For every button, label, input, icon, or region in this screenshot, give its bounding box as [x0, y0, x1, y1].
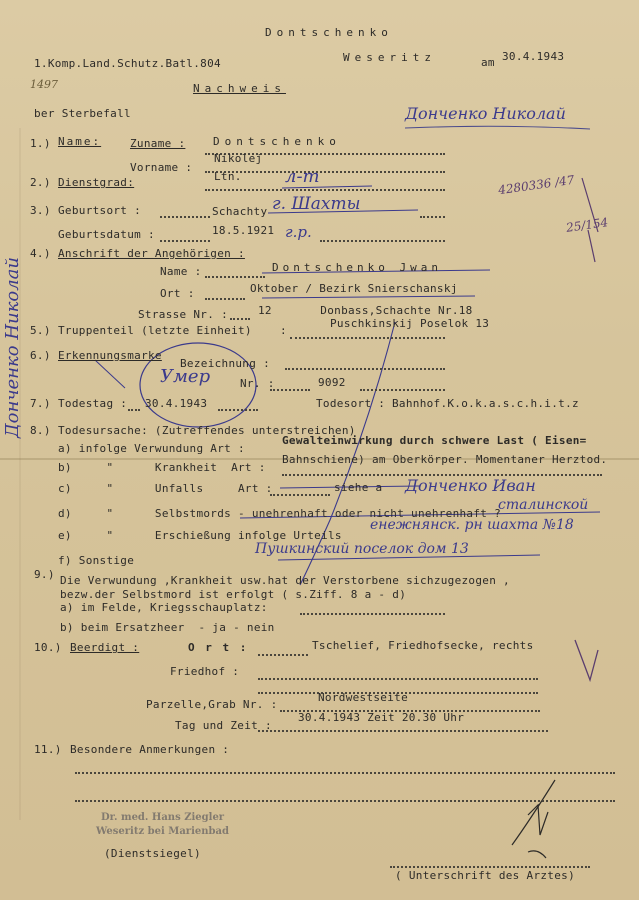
todesort-value: Bahnhof.K.o.k.a.s.c.h.i.t.z	[392, 397, 579, 410]
dotted-line	[290, 337, 445, 339]
cause-a-value: Gewalteinwirkung durch schwere Last ( Eisen=	[282, 434, 587, 447]
dienstsiegel-label: (Dienstsiegel)	[104, 847, 201, 860]
s2-value: Ltn.	[214, 170, 242, 183]
geburtsort-value: Schachty	[212, 205, 268, 218]
cause-b-label: b) " Krankheit Art :	[58, 461, 266, 474]
vorname-value: Nikolej	[214, 152, 263, 165]
dotted-line	[75, 800, 615, 802]
s6-num: 6.)	[30, 349, 51, 362]
dotted-line	[270, 494, 330, 496]
margin-note-1: 4280336 /47	[497, 172, 576, 198]
corner-number: 1497	[30, 78, 58, 91]
dotted-line	[75, 772, 615, 774]
s5-colon: :	[280, 324, 287, 337]
dotted-line	[258, 730, 548, 732]
bezeichnung-label: Bezeichnung :	[180, 357, 270, 370]
s4-strasse-label: Strasse Nr. :	[138, 308, 228, 321]
s10-ort-label: O r t :	[188, 641, 249, 654]
s10-parzelle-label: Parzelle,Grab Nr. :	[146, 698, 278, 711]
s10-label: Beerdigt :	[70, 641, 140, 654]
dotted-line	[218, 409, 258, 411]
s11-num: 11.)	[34, 743, 62, 756]
s8-num: 8.)	[30, 424, 51, 437]
s9-line2: bezw.der Selbstmord ist erfolgt ( s.Ziff. 8 a - d)	[60, 588, 407, 601]
s8-label: Todesursache: (Zutreffendes unterstreichen)	[58, 424, 356, 437]
dotted-line	[160, 216, 210, 218]
margin-note-2: 25/154	[565, 215, 609, 235]
s9-b: b) beim Ersatzheer - ja - nein	[60, 621, 275, 634]
s11-label: Besondere Anmerkungen :	[70, 743, 230, 756]
dotted-line	[320, 240, 445, 242]
dotted-line	[128, 409, 140, 411]
s10-tag-value: 30.4.1943 Zeit 20.30 Uhr	[298, 711, 465, 724]
s4-ort-label: Ort :	[160, 287, 195, 300]
s9-a: a) im Felde, Kriegsschauplatz:	[60, 601, 268, 614]
dotted-line	[360, 389, 445, 391]
todestag-value: 30.4.1943	[145, 397, 208, 410]
geburtsdatum-label: Geburtsdatum :	[58, 228, 155, 241]
cause-e-label: e) " Erschießung infolge Urteils	[58, 529, 342, 542]
s10-tag-label: Tag und Zeit :	[175, 719, 272, 732]
s2-num: 2.)	[30, 176, 51, 189]
dotted-line	[258, 678, 538, 680]
doctor-stamp-line2: Weseritz bei Marienbad	[96, 826, 229, 837]
geburtsdatum-value: 18.5.1921	[212, 224, 275, 237]
header-date: 30.4.1943	[502, 50, 565, 63]
cause-c-label: c) " Unfalls Art :	[58, 482, 273, 495]
dotted-line	[160, 240, 210, 242]
geburtsort-hand: г. Шахты	[272, 194, 361, 214]
page-subtitle: ber Sterbefall	[34, 107, 131, 120]
signature-label: ( Unterschrift des Arztes)	[395, 869, 575, 882]
dotted-line	[285, 368, 445, 370]
geburtsort-label: Geburtsort :	[58, 204, 142, 217]
cause-f-hand: Пушкинский поселок дом 13	[255, 541, 469, 557]
s4-num: 4.)	[30, 247, 51, 260]
dotted-line	[420, 216, 445, 218]
cause-c-value: siehe a	[334, 481, 383, 494]
geburtsdatum-hand: г.р.	[285, 223, 312, 241]
margin-vertical-name: Донченко Николай	[2, 256, 23, 438]
zuname-label: Zuname :	[130, 137, 186, 150]
unit-name: 1.Komp.Land.Schutz.Batl.804	[34, 57, 221, 70]
dotted-line	[205, 189, 445, 191]
cause-a-label: a) infolge Verwundung Art :	[58, 442, 245, 455]
s4-name-value: Dontschenko Jwan	[272, 261, 442, 274]
cause-f-label: f) Sonstige	[58, 554, 135, 567]
s4-ort-value: Oktober / Bezirk Snierschanskj	[250, 282, 458, 295]
s5-label: Truppenteil (letzte Einheit)	[58, 324, 252, 337]
dotted-line	[390, 866, 590, 868]
dotted-line	[230, 318, 250, 320]
am-label: am	[481, 56, 495, 69]
s10-ort-value: Tschelief, Friedhofsecke, rechts	[312, 639, 534, 652]
s1-label: Name:	[58, 135, 102, 148]
todesort-label: Todesort :	[316, 397, 386, 410]
s2-hand: л-т	[285, 166, 320, 187]
cause-e-hand: енежнянск. рн шахта №18	[370, 517, 574, 533]
s1-num: 1.)	[30, 137, 51, 150]
s4-strasse-value-2: Puschkinskij Poselok 13	[330, 317, 490, 330]
dotted-line	[258, 654, 308, 656]
s7-num: 7.)	[30, 397, 51, 410]
header-name-top: Dontschenko	[265, 26, 393, 39]
s4-strasse-value: 12 Donbass,Schachte Nr.18	[258, 304, 473, 317]
dotted-line	[205, 276, 265, 278]
nr-label: Nr. :	[240, 377, 275, 390]
s10-friedhof-label: Friedhof :	[170, 665, 240, 678]
dotted-line	[270, 389, 310, 391]
s4-label: Anschrift der Angehörigen :	[58, 247, 245, 260]
page-title: Nachweis	[193, 82, 286, 95]
s4-name-label: Name :	[160, 265, 202, 278]
vorname-label: Vorname :	[130, 161, 193, 174]
cause-d-label: d) " Selbstmords - unehrenhaft oder nicht unehrenhaft ?	[58, 507, 502, 520]
s9-line1: Die Verwundung ,Krankheit usw.hat der Verstorbene sichzugezogen ,	[60, 574, 510, 587]
cause-b-value: Bahnschiene) am Oberkörper. Momentaner Herztod.	[282, 453, 608, 466]
s5-num: 5.)	[30, 324, 51, 337]
stamp-died-hand: Умер	[160, 366, 211, 387]
hand-name-cyrillic: Донченко Николай	[405, 104, 566, 123]
s7-label: Todestag :	[58, 397, 128, 410]
dotted-line	[300, 613, 445, 615]
s6-label: Erkennungsmarke	[58, 349, 162, 362]
cause-d-hand: сталинской	[498, 497, 589, 513]
s10-parzelle-value: Nordwestseite	[318, 691, 408, 704]
dotted-line	[205, 298, 245, 300]
cause-c-hand: Донченко Иван	[405, 476, 536, 495]
doctor-stamp-line1: Dr. med. Hans Ziegler	[101, 812, 225, 823]
place-name: Weseritz	[343, 51, 436, 64]
nr-value: 9092	[318, 376, 346, 389]
zuname-value: Dontschenko	[213, 135, 341, 148]
s10-num: 10.)	[34, 641, 62, 654]
s2-label: Dienstgrad:	[58, 176, 135, 189]
s3-num: 3.)	[30, 204, 51, 217]
s9-num: 9.)	[34, 568, 55, 581]
